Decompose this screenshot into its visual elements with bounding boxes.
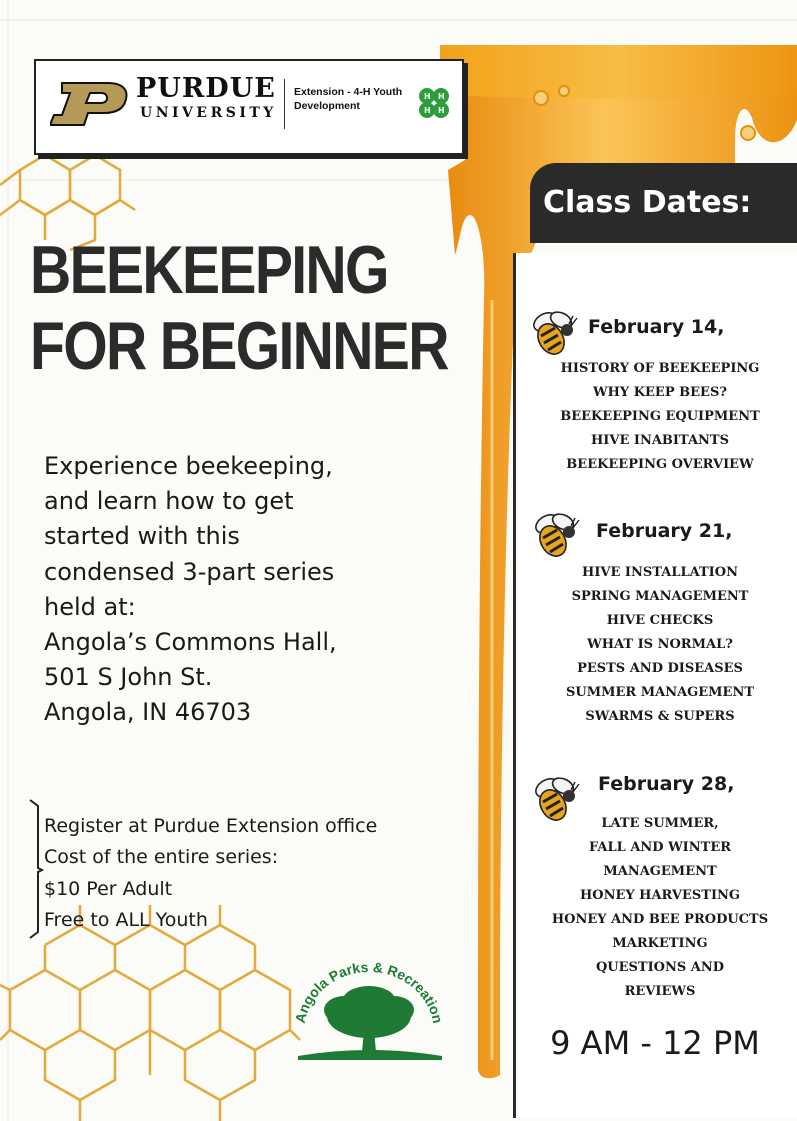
purdue-logo-box: [34, 59, 464, 155]
parks-recreation-logo: [284, 950, 454, 1070]
page-title: BEEKEEPING FOR BEGINNER: [30, 232, 448, 384]
honeycomb-bottom-left: [0, 905, 300, 1121]
honey-bubble: [534, 91, 548, 105]
logo-divider: [284, 79, 285, 129]
session-date-3: February 28,: [598, 773, 735, 795]
session-date-2: February 21,: [596, 520, 733, 542]
class-time: 9 AM - 12 PM: [550, 1024, 760, 1062]
purdue-name: PURDUE: [136, 73, 276, 104]
extension-text: Extension - 4-H Youth Development: [294, 86, 403, 112]
purdue-p-icon: [50, 81, 130, 127]
intro-text: Experience beekeeping, and learn how to get started with this condensed 3-part series held at: Angola’s Commons Hall, 501 S John St. Angola, IN 46703: [44, 452, 337, 727]
svg-text:H: H: [438, 92, 445, 101]
session-date-1: February 14,: [588, 316, 725, 338]
class-dates-tab: [530, 163, 797, 243]
registration-info: Register at Purdue Extension office Cost of the entire series: $10 Per Adult Free to ALL Youth: [44, 815, 378, 931]
svg-text:H: H: [438, 106, 445, 115]
svg-text:H: H: [424, 92, 431, 101]
honey-bubble: [741, 126, 755, 140]
honey-bubble: [559, 86, 569, 96]
session-topics-1: HISTORY OF BEEKEEPING WHY KEEP BEES? BEEKEEPING EQUIPMENT HIVE INABITANTS BEEKEEPING OVERVIEW: [560, 361, 760, 472]
bee-icon: [525, 304, 581, 360]
session-topics-3: LATE SUMMER, FALL AND WINTER MANAGEMENT HONEY HARVESTING HONEY AND BEE PRODUCTS MARKETING QUESTIONS AND REVIEWS: [551, 816, 769, 999]
purdue-university: UNIVERSITY: [140, 105, 277, 121]
parks-logo-text: Angola Parks & Recreation: [291, 958, 447, 1025]
bee-icon: [527, 506, 583, 562]
class-dates-heading: Class Dates:: [543, 185, 752, 220]
four-h-clover-icon: [414, 83, 454, 123]
honey-band: [440, 45, 797, 99]
svg-text:H: H: [424, 106, 431, 115]
register-bracket: [28, 798, 44, 940]
session-topics-2: HIVE INSTALLATION SPRING MANAGEMENT HIVE CHECKS WHAT IS NORMAL? PESTS AND DISEASES SUMMER MANAGEMENT SWARMS & SUPERS: [565, 565, 755, 724]
